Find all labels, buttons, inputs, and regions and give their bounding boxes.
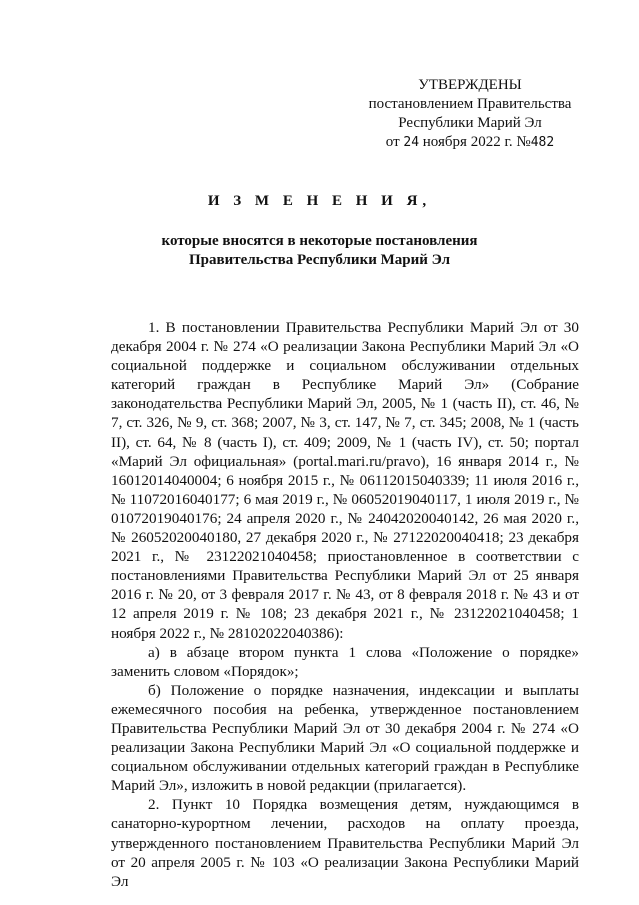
subtitle-line-2: Правительства Республики Марий Эл (188, 252, 451, 268)
document-title: И З М Е Н Е Н И Я, (207, 193, 432, 209)
paragraph-1b: б) Положение о порядке назначения, индексации и выплаты ежемесячного пособия на ребенка, утвержденное постановлением Правительства Республики Марий Эл от 30 декабря 2004 г. № 274 «О реализации Закона Республики Марий Эл «О социальной поддержке и социальном обслуживании отдельных категорий граждан в Республике Марий Эл», изложить в новой редакции (прилагается). (111, 681, 579, 795)
approval-date-prefix: от (385, 134, 400, 150)
approval-block (360, 76, 580, 152)
paragraph-1: 1. В постановлении Правительства Республики Марий Эл от 30 декабря 2004 г. № 274 «О реализации Закона Республики Марий Эл «О социальной поддержке и социальном обслуживании отдельных категорий граждан в Республике Марий Эл» (Собрание законодательства Республики Марий Эл, 2005, № 1 (часть II), ст. 46, № 7, ст. 326, № 9, ст. 368; 2007, № 3, ст. 147, № 7, ст. 345; 2008, № 1 (часть II), ст. 64, № 8 (часть I), ст. 409; 2009, № 1 (часть IV), ст. 50; портал «Марий Эл официальная» (portal.mari.ru/pravo), 16 января 2014 г., № 16012014040004; 6 ноября 2015 г., № 06112015040339; 11 июля 2016 г., № 11072016040177; 6 мая 2019 г., № 06052019040117, 1 июля 2019 г., № 01072019040176; 24 апреля 2020 г., № 24042020040142, 26 мая 2020 г., № 26052020040180, 27 декабря 2020 г., № 27122020040418; 23 декабря 2021 г., № 23122021040458; приостановленное в соответствии с постановлениями Правительства Республики Марий Эл от 25 января 2016 г. № 20, от 3 февраля 2017 г. № 43, от 8 февраля 2018 г. № 43 и от 12 апреля 2019 г. № 108; 23 декабря 2021 г., № 23122021040458; 1 ноября 2022 г., № 28102022040386): (111, 319, 579, 642)
approval-date-line (360, 133, 580, 152)
document-subtitle (0, 232, 639, 270)
approval-line-republic: Республики Марий Эл (398, 115, 542, 131)
paragraph-2: 2. Пункт 10 Порядка возмещения детям, нуждающимся в санаторно-курортном лечении, расходов на оплату проезда, утвержденного постановлением Правительства Республики Марий Эл от 20 апреля 2005 г. № 103 «О реализации Закона Республики Марий Эл (111, 796, 579, 890)
approval-day: 24 (403, 135, 420, 150)
subtitle-line-1: которые вносятся в некоторые постановления (161, 233, 478, 249)
document-body (111, 318, 579, 891)
paragraph-1a: а) в абзаце втором пункта 1 слова «Положение о порядке» заменить словом «Порядок»; (111, 643, 579, 680)
approval-number: 482 (530, 135, 555, 150)
approval-heading: УТВЕРЖДЕНЫ (418, 77, 522, 93)
approval-line-decree: постановлением Правительства (368, 96, 572, 112)
approval-month-year: ноября 2022 г. № (422, 134, 531, 150)
